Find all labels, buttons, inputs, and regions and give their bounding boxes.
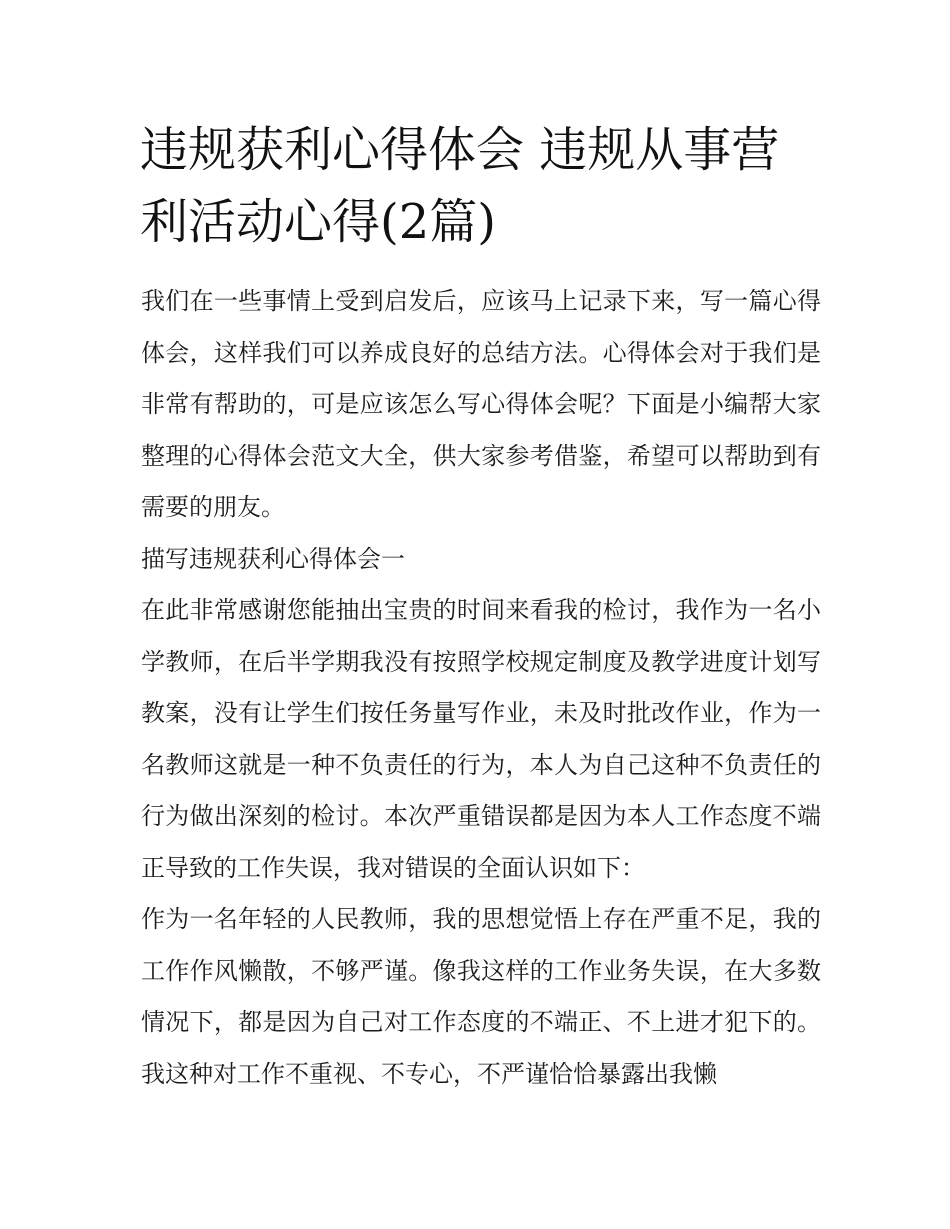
document-body (141, 276, 821, 1100)
intro-paragraph: 我们在一些事情上受到启发后，应该马上记录下来，写一篇心得体会，这样我们可以养成良好的总结方法。心得体会对于我们是非常有帮助的，可是应该怎么写心得体会呢？下面是小编帮大家整理的心得体会范文大全，供大家参考借鉴，希望可以帮助到有需要的朋友。 (141, 287, 821, 521)
section-heading: 描写违规获利心得体会一 (141, 544, 405, 573)
body-paragraph: 在此非常感谢您能抽出宝贵的时间来看我的检讨，我作为一名小学教师，在后半学期我没有按照学校规定制度及教学进度计划写教案，没有让学生们按任务量写作业，未及时批改作业，作为一名教师这就是一种不负责任的行为，本人为自己这种不负责任的行为做出深刻的检讨。本次严重错误都是因为本人工作态度不端正导致的工作失误，我对错误的全面认识如下： (141, 596, 821, 882)
body-paragraph: 作为一名年轻的人民教师，我的思想觉悟上存在严重不足，我的工作作风懒散，不够严谨。像我这样的工作业务失误，在大多数情况下，都是因为自己对工作态度的不端正、不上进才犯下的。我这种对工作不重视、不专心，不严谨恰恰暴露出我懒 (141, 905, 821, 1088)
document-title: 违规获利心得体会 违规从事营利活动心得(2篇) (140, 122, 780, 250)
